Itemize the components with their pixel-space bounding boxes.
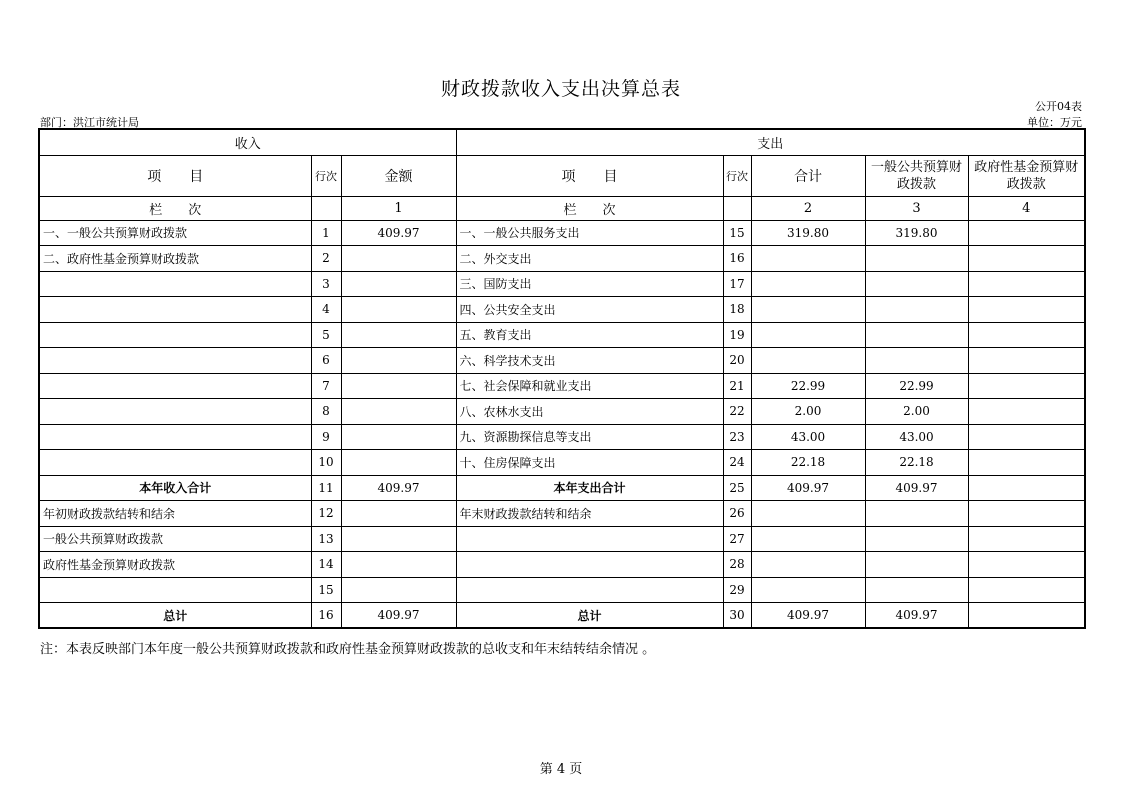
table-row [39, 399, 1085, 425]
income-amount-cell [341, 450, 456, 476]
table-row [39, 450, 1085, 476]
expense-total-cell: 22.99 [751, 373, 865, 399]
expense-item-cell [456, 577, 723, 603]
expense-general-cell: 22.99 [865, 373, 968, 399]
expense-row-no-cell: 26 [723, 501, 751, 527]
header-item2: 项 目 [456, 155, 723, 196]
expense-item-cell: 年末财政拨款结转和结余 [456, 501, 723, 527]
income-row-no-cell: 5 [311, 322, 341, 348]
income-amount-cell [341, 246, 456, 272]
income-row-no-cell: 3 [311, 271, 341, 297]
income-amount-cell: 409.97 [341, 220, 456, 246]
expense-item-cell: 本年支出合计 [456, 475, 723, 501]
expense-general-cell [865, 271, 968, 297]
page-number: 第 4 页 [539, 762, 583, 777]
expense-total-cell [751, 577, 865, 603]
income-item-cell [39, 424, 311, 450]
income-amount-cell [341, 373, 456, 399]
expense-general-cell [865, 526, 968, 552]
table-row [39, 501, 1085, 527]
column-label2: 栏 次 [456, 196, 723, 220]
column-4: 4 [968, 196, 1085, 220]
header-fund: 政府性基金预算财政拨款 [968, 155, 1085, 196]
expense-total-cell: 22.18 [751, 450, 865, 476]
column-label: 栏 次 [39, 196, 311, 220]
expense-total-cell [751, 271, 865, 297]
header-item: 项 目 [39, 155, 311, 196]
expense-total-cell [751, 297, 865, 323]
income-item-cell: 一般公共预算财政拨款 [39, 526, 311, 552]
income-amount-cell [341, 399, 456, 425]
expense-item-cell: 八、农林水支出 [456, 399, 723, 425]
expense-row-no-cell: 24 [723, 450, 751, 476]
expense-fund-cell [968, 220, 1085, 246]
income-item-cell [39, 322, 311, 348]
income-item-cell: 本年收入合计 [39, 475, 311, 501]
budget-table [38, 128, 1086, 629]
expense-fund-cell [968, 297, 1085, 323]
income-amount-cell [341, 501, 456, 527]
table-row [39, 552, 1085, 578]
income-item-cell: 总计 [39, 603, 311, 629]
income-row-no-cell: 4 [311, 297, 341, 323]
expense-general-cell [865, 577, 968, 603]
table-row [39, 475, 1085, 501]
income-row-no-cell: 11 [311, 475, 341, 501]
header-row-no: 行次 [311, 155, 341, 196]
income-row-no-cell: 1 [311, 220, 341, 246]
table-row [39, 348, 1085, 374]
income-item-cell: 一、一般公共预算财政拨款 [39, 220, 311, 246]
header-row-no2: 行次 [723, 155, 751, 196]
column-blank [311, 196, 341, 220]
expense-item-cell: 七、社会保障和就业支出 [456, 373, 723, 399]
expense-total-cell [751, 501, 865, 527]
expense-total-cell: 409.97 [751, 603, 865, 629]
income-row-no-cell: 8 [311, 399, 341, 425]
column-blank2 [723, 196, 751, 220]
expense-row-no-cell: 17 [723, 271, 751, 297]
expense-item-cell: 二、外交支出 [456, 246, 723, 272]
expense-fund-cell [968, 373, 1085, 399]
income-row-no-cell: 9 [311, 424, 341, 450]
expense-item-cell [456, 552, 723, 578]
income-amount-cell [341, 552, 456, 578]
page-title: 财政拨款收入支出决算总表 [440, 78, 681, 100]
expense-general-cell: 2.00 [865, 399, 968, 425]
table-row [39, 373, 1085, 399]
income-item-cell: 年初财政拨款结转和结余 [39, 501, 311, 527]
expense-general-cell [865, 322, 968, 348]
expense-general-cell: 22.18 [865, 450, 968, 476]
income-amount-cell [341, 271, 456, 297]
income-section-label: 收入 [39, 129, 456, 155]
expense-row-no-cell: 16 [723, 246, 751, 272]
table-row [39, 526, 1085, 552]
income-row-no-cell: 10 [311, 450, 341, 476]
income-amount-cell [341, 348, 456, 374]
income-item-cell [39, 297, 311, 323]
expense-fund-cell [968, 424, 1085, 450]
expense-general-cell: 43.00 [865, 424, 968, 450]
income-row-no-cell: 7 [311, 373, 341, 399]
income-item-cell [39, 373, 311, 399]
income-row-no-cell: 12 [311, 501, 341, 527]
income-amount-cell: 409.97 [341, 475, 456, 501]
expense-fund-cell [968, 577, 1085, 603]
expense-row-no-cell: 18 [723, 297, 751, 323]
column-3: 3 [865, 196, 968, 220]
expense-fund-cell [968, 322, 1085, 348]
expense-fund-cell [968, 603, 1085, 629]
table-row [39, 246, 1085, 272]
expense-fund-cell [968, 348, 1085, 374]
expense-item-cell: 十、住房保障支出 [456, 450, 723, 476]
income-row-no-cell: 16 [311, 603, 341, 629]
header-general: 一般公共预算财政拨款 [865, 155, 968, 196]
expense-item-cell: 九、资源勘探信息等支出 [456, 424, 723, 450]
income-row-no-cell: 6 [311, 348, 341, 374]
table-row [39, 424, 1085, 450]
expense-total-cell: 2.00 [751, 399, 865, 425]
expense-item-cell: 四、公共安全支出 [456, 297, 723, 323]
expense-fund-cell [968, 246, 1085, 272]
expense-row-no-cell: 25 [723, 475, 751, 501]
expense-row-no-cell: 22 [723, 399, 751, 425]
expense-row-no-cell: 20 [723, 348, 751, 374]
column-2: 2 [751, 196, 865, 220]
expense-item-cell: 三、国防支出 [456, 271, 723, 297]
table-row [39, 577, 1085, 603]
department-label: 部门：洪江市统计局 [40, 116, 139, 129]
expense-row-no-cell: 30 [723, 603, 751, 629]
expense-fund-cell [968, 501, 1085, 527]
income-amount-cell [341, 424, 456, 450]
expense-row-no-cell: 19 [723, 322, 751, 348]
expense-fund-cell [968, 475, 1085, 501]
expense-section-label: 支出 [456, 129, 1085, 155]
expense-total-cell: 319.80 [751, 220, 865, 246]
header-amount: 金额 [341, 155, 456, 196]
expense-item-cell: 一、一般公共服务支出 [456, 220, 723, 246]
income-item-cell: 政府性基金预算财政拨款 [39, 552, 311, 578]
table-row [39, 297, 1085, 323]
income-amount-cell [341, 577, 456, 603]
expense-total-cell [751, 348, 865, 374]
column-number-row [39, 196, 1085, 220]
expense-general-cell [865, 348, 968, 374]
income-row-no-cell: 2 [311, 246, 341, 272]
income-row-no-cell: 13 [311, 526, 341, 552]
expense-general-cell [865, 297, 968, 323]
column-1: 1 [341, 196, 456, 220]
income-item-cell: 二、政府性基金预算财政拨款 [39, 246, 311, 272]
expense-total-cell [751, 526, 865, 552]
expense-fund-cell [968, 271, 1085, 297]
expense-general-cell [865, 552, 968, 578]
table-row [39, 271, 1085, 297]
income-item-cell [39, 577, 311, 603]
expense-row-no-cell: 27 [723, 526, 751, 552]
expense-row-no-cell: 15 [723, 220, 751, 246]
table-row [39, 220, 1085, 246]
income-item-cell [39, 271, 311, 297]
expense-row-no-cell: 28 [723, 552, 751, 578]
expense-item-cell: 六、科学技术支出 [456, 348, 723, 374]
expense-row-no-cell: 21 [723, 373, 751, 399]
header-total: 合计 [751, 155, 865, 196]
income-item-cell [39, 450, 311, 476]
expense-item-cell: 总计 [456, 603, 723, 629]
table-row [39, 322, 1085, 348]
expense-total-cell [751, 552, 865, 578]
expense-row-no-cell: 29 [723, 577, 751, 603]
expense-general-cell: 319.80 [865, 220, 968, 246]
unit-label: 单位：万元 [1027, 116, 1082, 129]
expense-row-no-cell: 23 [723, 424, 751, 450]
income-row-no-cell: 15 [311, 577, 341, 603]
expense-fund-cell [968, 399, 1085, 425]
expense-total-cell: 409.97 [751, 475, 865, 501]
expense-total-cell [751, 246, 865, 272]
column-header-row [39, 155, 1085, 196]
expense-item-cell [456, 526, 723, 552]
expense-fund-cell [968, 552, 1085, 578]
income-amount-cell [341, 526, 456, 552]
form-code: 公开04表 [1035, 100, 1082, 113]
expense-general-cell: 409.97 [865, 603, 968, 629]
expense-total-cell [751, 322, 865, 348]
section-header-row [39, 129, 1085, 155]
expense-total-cell: 43.00 [751, 424, 865, 450]
expense-fund-cell [968, 450, 1085, 476]
income-item-cell [39, 399, 311, 425]
income-row-no-cell: 14 [311, 552, 341, 578]
expense-item-cell: 五、教育支出 [456, 322, 723, 348]
income-amount-cell: 409.97 [341, 603, 456, 629]
income-item-cell [39, 348, 311, 374]
income-amount-cell [341, 322, 456, 348]
table-row [39, 603, 1085, 629]
expense-general-cell [865, 501, 968, 527]
expense-fund-cell [968, 526, 1085, 552]
table-note: 注：本表反映部门本年度一般公共预算财政拨款和政府性基金预算财政拨款的总收支和年末结转结余情况 。 [40, 642, 656, 657]
expense-general-cell [865, 246, 968, 272]
income-amount-cell [341, 297, 456, 323]
expense-general-cell: 409.97 [865, 475, 968, 501]
